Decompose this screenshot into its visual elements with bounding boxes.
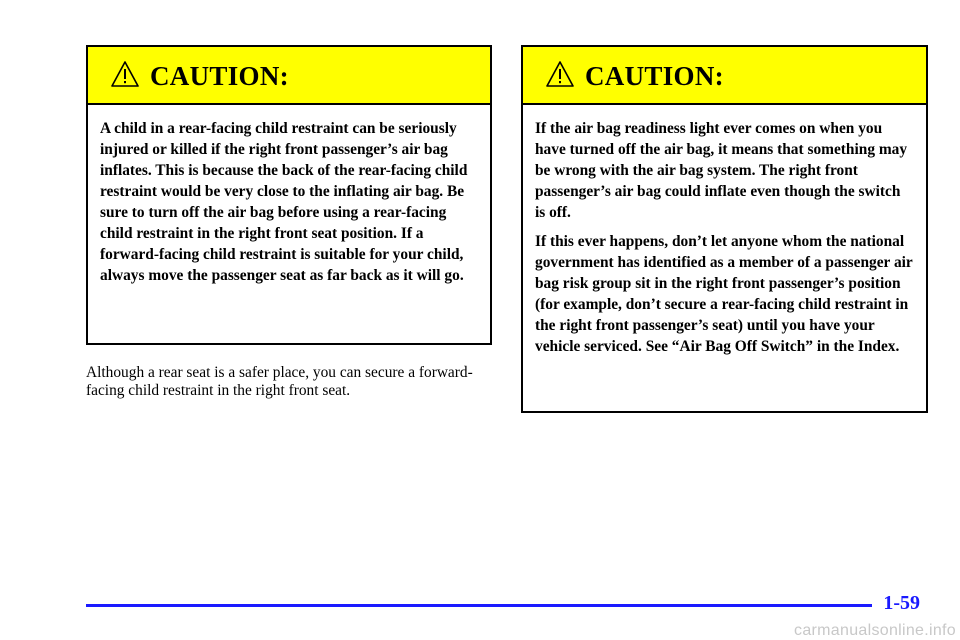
caution-header-left: [88, 47, 490, 105]
caution-box-left: [86, 45, 492, 345]
caution-title-right: CAUTION:: [585, 61, 724, 91]
caution-body-right: [523, 105, 926, 357]
caution-box-right: [521, 45, 928, 413]
warning-triangle-icon: [545, 60, 575, 88]
warning-triangle-icon: [110, 60, 140, 88]
caution-body-left: [88, 105, 490, 286]
caution-title-left: CAUTION:: [150, 61, 289, 91]
caution-paragraph: If the air bag readiness light ever comes on when you have turned off the air bag, it means that something may be wrong with the air bag system. The right front passenger’s air bag could inflate even though the switch is off.: [535, 120, 908, 221]
watermark: carmanualsonline.info: [794, 622, 956, 639]
caution-paragraph: A child in a rear-facing child restraint can be seriously injured or killed if the right front passenger’s air bag inflates. This is because the back of the rear-facing child restraint would be very close to the inflating air bag. Be sure to turn off the air bag before using a rear-facing child restraint in the right front seat position. If a forward-facing child restraint is suitable for your child, always move the passenger seat as far back as it will go.: [100, 120, 468, 284]
body-text: [86, 364, 496, 400]
footer-rule: [86, 604, 872, 607]
caution-paragraph: If this ever happens, don’t let anyone whom the national government has identified as a member of a passenger air bag risk group sit in the right front passenger’s position (for example, don’t secure a rear-facing child restraint in the right front passenger’s seat) until you have your vehicle serviced. See “Air Bag Off Switch” in the Index.: [535, 233, 913, 355]
page-number: 1-59: [883, 592, 920, 614]
caution-header-right: [523, 47, 926, 105]
body-paragraph: Although a rear seat is a safer place, you can secure a forward-facing child restraint in the right front seat.: [86, 364, 473, 399]
